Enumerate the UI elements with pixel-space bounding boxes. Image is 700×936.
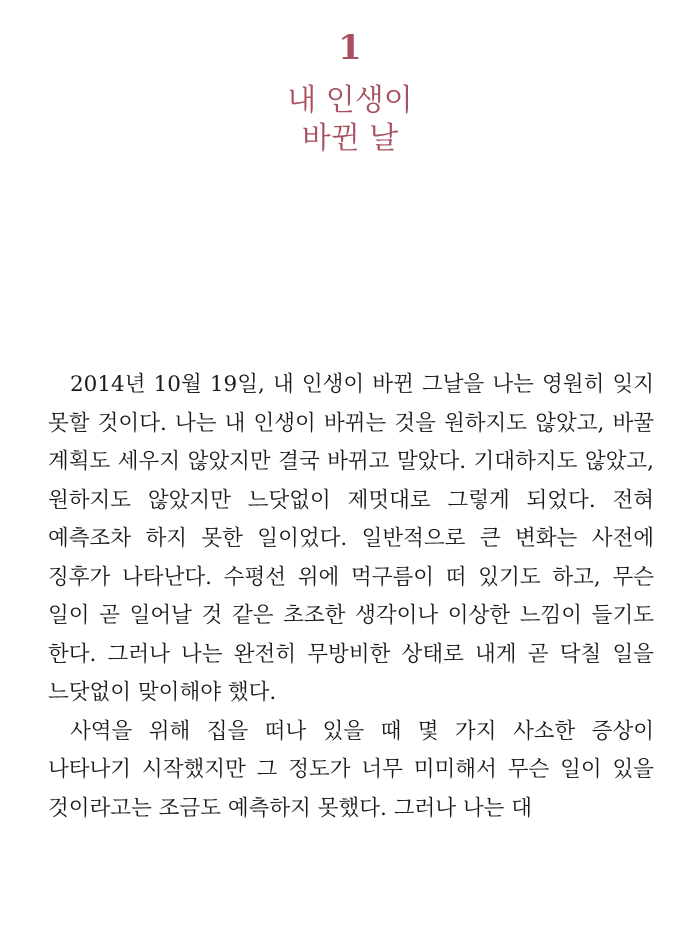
paragraph-2: 사역을 위해 집을 떠나 있을 때 몇 가지 사소한 증상이 나타나기 시작했지만 그 정도가 너무 미미해서 무슨 일이 있을 것이라고는 조금도 예측하지 못했다. 그러나 나는 대 (48, 718, 654, 821)
chapter-number: 1 (338, 28, 362, 68)
chapter-body (48, 366, 654, 828)
chapter-title-line-1: 내 인생이 (287, 83, 413, 118)
chapter-title (0, 82, 700, 158)
paragraph-1: 2014년 10월 19일, 내 인생이 바뀐 그날을 나는 영원히 잊지 못할 것이다. 나는 내 인생이 바뀌는 것을 원하지도 않았고, 바꿀 계획도 세우지 않았지만 결국 바뀌고 말았다. 기대하지도 않았고, 원하지도 않았지만 느닷없이 제멋대로 그렇게 되었다. 전혀 예측조차 하지 못한 일이었다. 일반적으로 큰 변화는 사전에 징후가 나타난다. 수평선 위에 먹구름이 떠 있기도 하고, 무슨 일이 곧 일어날 것 같은 초조한 생각이나 이상한 느낌이 들기도 한다. 그러나 나는 완전히 무방비한 상태로 내게 곧 닥칠 일을 느닷없이 맞이해야 했다. (48, 372, 654, 705)
chapter-title-line-2: 바뀐 날 (301, 121, 399, 156)
chapter-header (0, 28, 700, 158)
